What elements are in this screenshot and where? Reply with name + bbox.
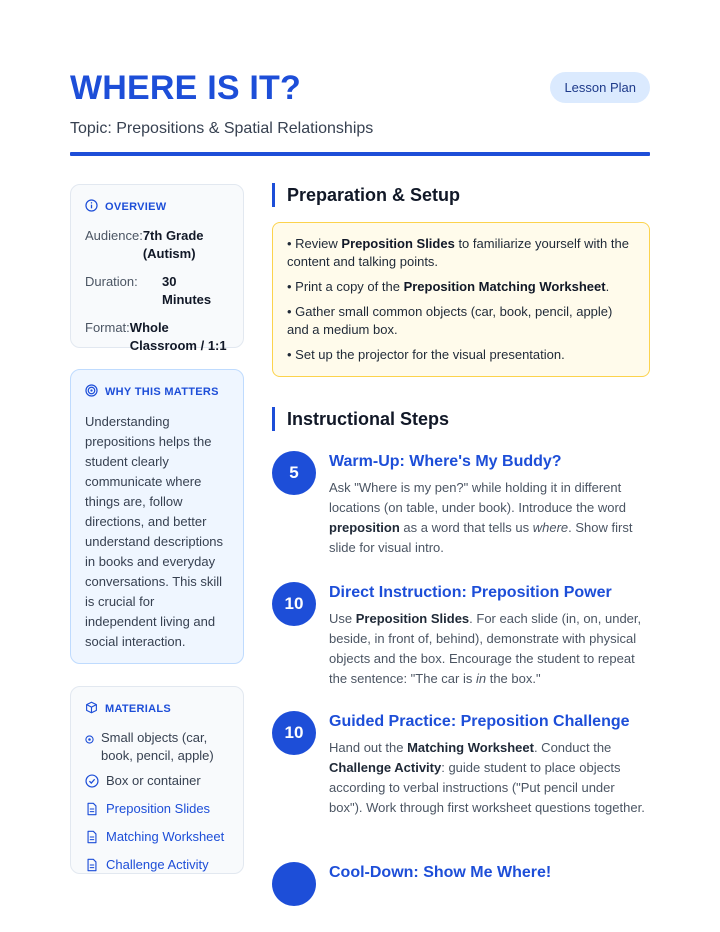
step-title: Guided Practice: Preposition Challenge bbox=[329, 713, 630, 730]
meta-value: Whole Classroom / 1:1 bbox=[129, 320, 227, 353]
box-icon bbox=[85, 701, 98, 717]
meta-label: Audience: bbox=[85, 228, 143, 243]
check-circle-icon bbox=[85, 774, 99, 793]
overview-row-audience bbox=[85, 227, 229, 263]
material-item bbox=[85, 772, 229, 793]
dot-circle-icon bbox=[85, 731, 94, 749]
material-label: Small objects (car, book, pencil, apple) bbox=[101, 730, 214, 763]
material-label[interactable]: Matching Worksheet bbox=[106, 829, 225, 844]
step-text: Ask "Where is my pen?" while holding it in different locations (on table, under book). Introduce the word preposition as a word that tells us where. Show first slide for visual intro. bbox=[329, 480, 633, 555]
preparation-box bbox=[272, 222, 650, 377]
material-label[interactable]: Preposition Slides bbox=[106, 801, 211, 816]
why-heading bbox=[85, 384, 229, 400]
materials-card bbox=[70, 686, 244, 874]
prep-item: • Print a copy of the Preposition Matching Worksheet. bbox=[287, 279, 610, 294]
step-title: Direct Instruction: Preposition Power bbox=[329, 584, 612, 601]
step-minutes-badge bbox=[272, 862, 316, 906]
material-item bbox=[85, 729, 229, 765]
step-guided-practice bbox=[272, 711, 650, 818]
prep-item: • Review Preposition Slides to familiarize yourself with the content and talking points. bbox=[287, 236, 629, 269]
step-minutes-badge: 10 bbox=[272, 582, 316, 626]
material-link-worksheet[interactable] bbox=[85, 828, 229, 849]
preparation-heading: Preparation & Setup bbox=[272, 183, 460, 207]
document-icon bbox=[85, 830, 99, 849]
info-icon bbox=[85, 199, 98, 215]
target-icon bbox=[85, 384, 98, 400]
material-label: Box or container bbox=[106, 773, 201, 788]
overview-row-duration bbox=[85, 273, 229, 309]
step-title: Warm-Up: Where's My Buddy? bbox=[329, 453, 562, 470]
document-icon bbox=[85, 802, 99, 821]
step-title: Cool-Down: Show Me Where! bbox=[329, 864, 552, 881]
meta-value: 7th Grade (Autism) bbox=[142, 228, 204, 261]
document-icon bbox=[85, 858, 99, 877]
material-label[interactable]: Challenge Activity bbox=[106, 857, 209, 872]
step-minutes-badge: 10 bbox=[272, 711, 316, 755]
materials-heading-text: MATERIALS bbox=[105, 703, 172, 715]
step-minutes-badge: 5 bbox=[272, 451, 316, 495]
instruction-heading: Instructional Steps bbox=[272, 407, 449, 431]
materials-heading bbox=[85, 701, 229, 717]
overview-card bbox=[70, 184, 244, 353]
step-warm-up bbox=[272, 451, 650, 558]
overview-row-format bbox=[85, 319, 229, 355]
step-cool-down bbox=[272, 862, 650, 932]
page-header bbox=[70, 68, 650, 138]
why-text: Understanding prepositions helps the student clearly communicate where things are, follow directions, and better understand descriptions in books and everyday conversations. This skill is crucial for independent living and social interaction. bbox=[85, 414, 224, 649]
material-link-challenge[interactable] bbox=[85, 856, 229, 877]
why-heading-text: WHY THIS MATTERS bbox=[105, 386, 219, 398]
overview-heading bbox=[85, 199, 229, 215]
prep-item: • Gather small common objects (car, book, pencil, apple) and a medium box. bbox=[287, 304, 613, 337]
overview-heading-text: OVERVIEW bbox=[105, 201, 167, 213]
page-title: WHERE IS IT? bbox=[70, 69, 301, 107]
meta-value: 30 Minutes bbox=[162, 274, 212, 307]
meta-label: Format: bbox=[85, 320, 130, 335]
step-text: Use Preposition Slides. For each slide (in, on, under, beside, in front of, behind), demonstrate with physical objects and the box. Encourage the student to repeat the sentence: "The car is in the box." bbox=[329, 611, 642, 686]
page-subtitle: Topic: Prepositions & Spatial Relationships bbox=[70, 120, 374, 137]
meta-label: Duration: bbox=[85, 274, 138, 289]
header-divider bbox=[70, 152, 650, 156]
step-direct-instruction bbox=[272, 582, 650, 689]
step-text: Hand out the Matching Worksheet. Conduct the Challenge Activity: guide student to place objects according to verbal instructions ("Put pencil under box"). Work through first worksheet questions together. bbox=[329, 740, 645, 815]
lesson-plan-badge: Lesson Plan bbox=[550, 72, 650, 103]
why-card bbox=[70, 369, 244, 664]
material-link-slides[interactable] bbox=[85, 800, 229, 821]
prep-item: • Set up the projector for the visual presentation. bbox=[287, 347, 565, 362]
